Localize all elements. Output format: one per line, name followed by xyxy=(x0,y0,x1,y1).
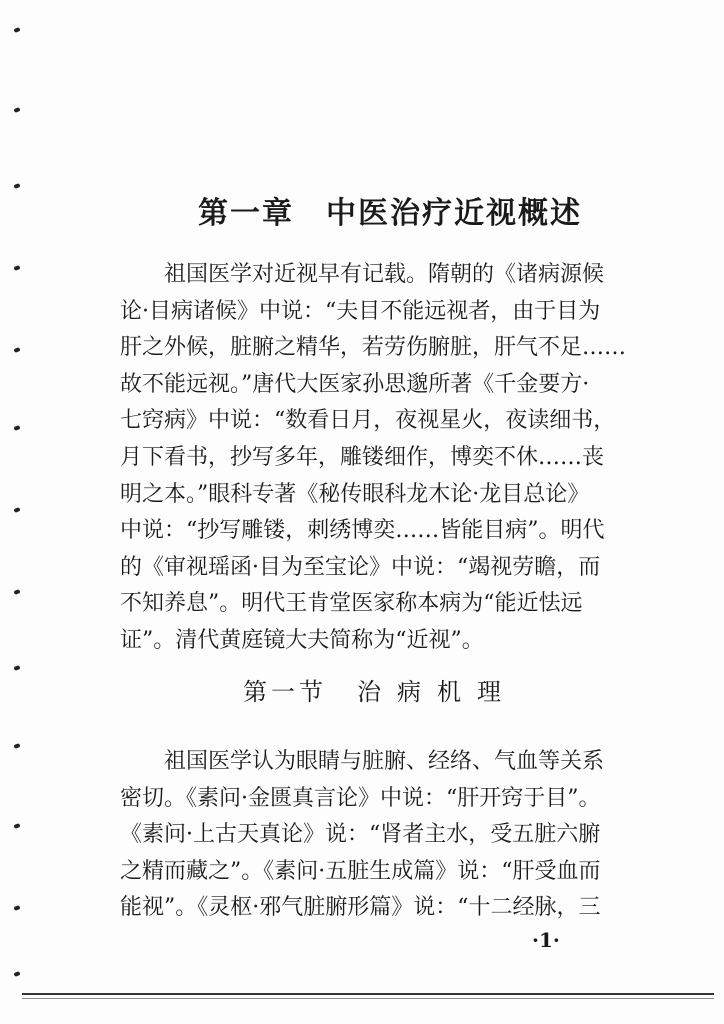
text-line: 之精而藏之”。《素问·五脏生成篇》说：“肝受血而 xyxy=(120,858,601,884)
binding-hole-mark xyxy=(13,971,20,977)
chapter-heading xyxy=(0,188,724,232)
binding-hole-mark xyxy=(13,107,20,113)
chapter-title: 中医治疗近视概述 xyxy=(326,196,582,231)
bottom-rule-line xyxy=(22,993,714,995)
intro-paragraph xyxy=(120,257,640,660)
mechanism-paragraph xyxy=(120,744,640,927)
text-line: 祖国医学对近视早有记载。隋朝的《诸病源候 xyxy=(164,262,605,287)
text-line: 的《审视瑶函·目为至宝论》中说：“竭视劳瞻，而 xyxy=(120,554,601,580)
text-line: 论·目病诸候》中说：“夫目不能远视者，由于目为 xyxy=(120,298,601,324)
text-line: 中说：“抄写雕镂，刺绣博奕……皆能目病”。明代 xyxy=(120,518,605,544)
section-title: 治病机理 xyxy=(357,678,517,706)
text-line: 密切。《素问·金匮真言论》中说：“肝开窍于目”。 xyxy=(120,785,601,811)
text-line: 月下看书，抄写多年，雕镂细作，博奕不休……丧 xyxy=(120,444,605,470)
binding-hole-mark xyxy=(13,743,20,749)
binding-hole-mark xyxy=(13,589,20,595)
binding-hole-mark xyxy=(13,265,20,271)
section-heading xyxy=(0,672,724,707)
text-line: 证”。清代黄庭镜大夫简称为“近视”。 xyxy=(120,627,484,653)
binding-hole-mark xyxy=(13,823,20,829)
text-line: 七窍病》中说：“数看日月，夜视星火，夜读细书， xyxy=(120,408,616,434)
chapter-number: 第一章 xyxy=(198,196,294,231)
bottom-rule-line xyxy=(22,998,714,999)
text-line: 故不能远视。”唐代大医家孙思邈所著《千金要方· xyxy=(120,371,590,397)
text-line: 不知养息”。明代王肯堂医家称本病为“能近怯远 xyxy=(120,591,583,617)
binding-hole-mark xyxy=(13,665,20,671)
text-line: 肝之外候，脏腑之精华，若劳伤腑脏，肝气不足…… xyxy=(120,335,627,361)
text-line: 能视”。《灵枢·邪气脏腑形篇》说：“十二经脉，三 xyxy=(120,895,601,921)
binding-hole-mark xyxy=(13,425,20,431)
binding-hole-mark xyxy=(13,507,20,513)
page-number: ·1· xyxy=(532,928,560,952)
text-line: 祖国医学认为眼睛与脏腑、经络、气血等关系 xyxy=(164,749,605,774)
binding-hole-mark xyxy=(13,27,20,33)
binding-hole-mark xyxy=(13,905,20,911)
section-number: 第一节 xyxy=(243,678,327,706)
text-line: 明之本。”眼科专著《秘传眼科龙木论·龙目总论》 xyxy=(120,481,590,507)
binding-hole-mark xyxy=(13,347,20,353)
text-line: 《素问·上古天真论》说：“肾者主水，受五脏六腑 xyxy=(120,822,601,848)
